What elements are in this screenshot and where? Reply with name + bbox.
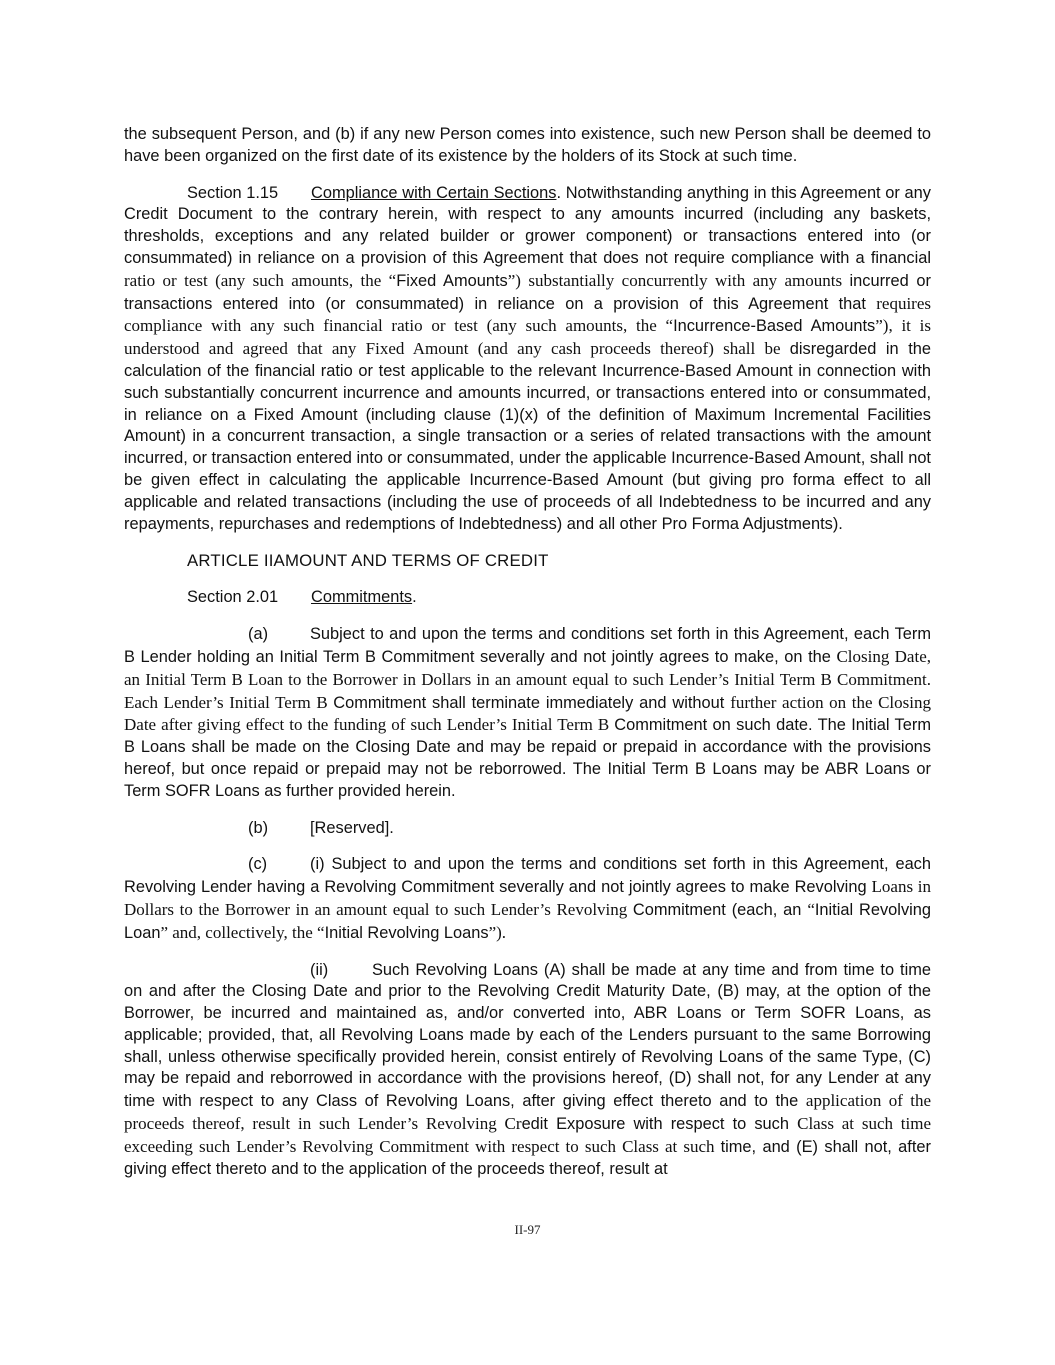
- section-1-15-body-f: ”), it is understood and agreed that any Fixed Amount (and any cash proceeds thereof) shall be: [124, 316, 931, 359]
- section-1-15-number: Section 1.15: [187, 183, 279, 202]
- clause-c-paragraph: [124, 854, 931, 944]
- defined-term-initial-revolving-loans: Initial Revolving Loans: [324, 923, 489, 942]
- section-1-15-period: .: [556, 183, 562, 202]
- clause-a-paragraph: [124, 624, 931, 802]
- clause-c-body-b: Loans in Dollars to the Borrower in an amount equal to such Lender’s Revolving: [124, 877, 931, 919]
- clause-b-body: [Reserved].: [310, 818, 394, 837]
- clause-a-body-b: Closing Date, an Initial Term B Loan to the Borrower in Dollars in an amount equal to such Lender’s Initial Term B Commitment. Each Lender’s Initial Term B: [124, 646, 931, 712]
- document-page: [124, 124, 931, 1180]
- clause-a-body-d: further action on the Closing Date after giving effect to the funding of such Lender’s Initial Term B: [124, 692, 931, 735]
- section-1-15-body-g: disregarded in the calculation of the financial ratio or test applicable to the relevant Incurrence-Based Amount in connection with such substantially concurrent incurrence and amounts incurred, or transactions entered into or consummated, in reliance on a Fixed Amount (including clause (1)(x) of the definition of Maximum Incremental Facilities Amount) in a concurrent transaction, a single transaction or a series of related transactions with the amount incurred, or transaction entered into or consummated, under the applicable Incurrence-Based Amount, shall not be given effect in calculating the applicable Incurrence-Based Amount (but giving pro forma effect to all applicable and related transactions (including the use of proceeds of all Indebtedness to be incurred and any repayments, repurchases and redemptions of Indebtedness) and all other Pro Forma Adjustments).: [124, 340, 931, 533]
- clause-a-body-e: Commitment on such date. The Initial Term B Loans shall be made on the Closing Date and may be repaid or prepaid in accordance with the provisions hereof, but once repaid or prepaid may not be reborrowed. The Initial Term B Loans may be ABR Loans or Term SOFR Loans as further provided herein.: [124, 716, 931, 800]
- clause-c-ii-paragraph: [124, 960, 931, 1181]
- clause-c-body-a: (i) Subject to and upon the terms and conditions set forth in this Agreement, each Revolving Lender having a Revolving Commitment severally and not jointly agrees to make Revolving: [124, 855, 931, 897]
- clause-c-ii-body-a: Such Revolving Loans (A) shall be made at any time and from time to time on and after the Closing Date and prior to the Revolving Credit Maturity Date, (B) may, at the option of the Borrower, be incurred and maintained as, and/or converted into, ABR Loans or Term SOFR Loans, as applicable; provided, that, all Revolving Loans made by each of the Lenders pursuant to the same Borrowing shall, unless otherwise specifically provided herein, consist entirely of Revolving Loans of the same Type, (C) may be repaid and reborrowed in accordance with the provisions hereof, (D) shall not, for any Lender at any time with respect to any Class of Revolving Loans, after giving effect thereto and to the: [124, 960, 931, 1111]
- section-2-01-number: Section 2.01: [187, 588, 279, 607]
- section-1-15-body-a: Notwithstanding anything in this Agreement or any Credit Document to the contrary herein, with respect to any amounts incurred (including any baskets, thresholds, exceptions and any related builder or grower component) or transactions entered into (or consummated) in reliance on a provision of this Agreement that does not require compliance with a financial: [124, 183, 931, 267]
- clause-a-body-a: Subject to and upon the terms and conditions set forth in this Agreement, each Term B Lender holding an Initial Term B Commitment severally and not jointly agrees to make, on the: [124, 625, 931, 666]
- section-2-01-heading: [124, 587, 931, 609]
- clause-c-label: (c): [248, 855, 268, 874]
- section-1-15-body-d: incurred or transactions entered into (or consummated) in reliance on a provision of this Agreement that: [124, 271, 931, 313]
- clause-c-body-c: Commitment (each, an: [632, 900, 808, 919]
- defined-term-initial-revolving-loan: Initial Revolving Loan: [124, 900, 932, 942]
- clause-a-label: (a): [248, 625, 269, 644]
- clause-c-body-d: ” and, collectively, the “: [160, 922, 325, 942]
- section-1-15-title: Compliance with Certain Sections: [311, 183, 557, 202]
- intro-paragraph: [124, 124, 931, 168]
- clause-b-paragraph: [124, 818, 931, 840]
- section-1-15-paragraph: [124, 183, 931, 536]
- section-2-01-title: Commitments: [311, 588, 413, 607]
- section-1-15-body-c: ”) substantially concurrently with any amounts: [507, 270, 850, 290]
- section-2-01-period: .: [412, 588, 417, 607]
- clause-b-label: (b): [248, 818, 269, 837]
- defined-term-fixed-amounts: Fixed Amounts: [396, 271, 508, 290]
- clause-c-body-e: ”).: [488, 922, 507, 942]
- intro-text: the subsequent Person, and (b) if any new Person comes into existence, such new Person shall be deemed to have been organized on the first date of its existence by the holders of its Stock at such time.: [124, 125, 931, 165]
- clause-c-ii-body-b: application of the proceeds thereof, result in such Lender’s Revolving Cr: [124, 1091, 931, 1134]
- defined-term-incurrence-based-amounts: Incurrence-Based Amounts: [673, 317, 876, 336]
- clause-c-ii-body-d: Class at such time exceeding such Lender’s Revolving Commitment with respect to such Class at such: [124, 1114, 932, 1156]
- section-1-15-body-b: ratio or test (any such amounts, the “: [124, 270, 397, 290]
- clause-c-quote-open: “: [807, 899, 815, 919]
- clause-c-ii-body-e: time, and (E) shall not, after giving effect thereto and to the application of the proceeds thereof, result at: [124, 1137, 931, 1178]
- clause-a-body-c: Commitment shall terminate immediately and without: [333, 693, 731, 712]
- clause-c-ii-body-c: edit Exposure with respect to such: [521, 1115, 798, 1134]
- section-1-15-body-e: requires compliance with any such financial ratio or test (any such amounts, the “: [124, 293, 931, 336]
- clause-c-ii-label: (ii): [310, 960, 329, 979]
- article-heading: ARTICLE IIAMOUNT AND TERMS OF CREDIT: [187, 551, 549, 571]
- page-number: II-97: [514, 1222, 541, 1237]
